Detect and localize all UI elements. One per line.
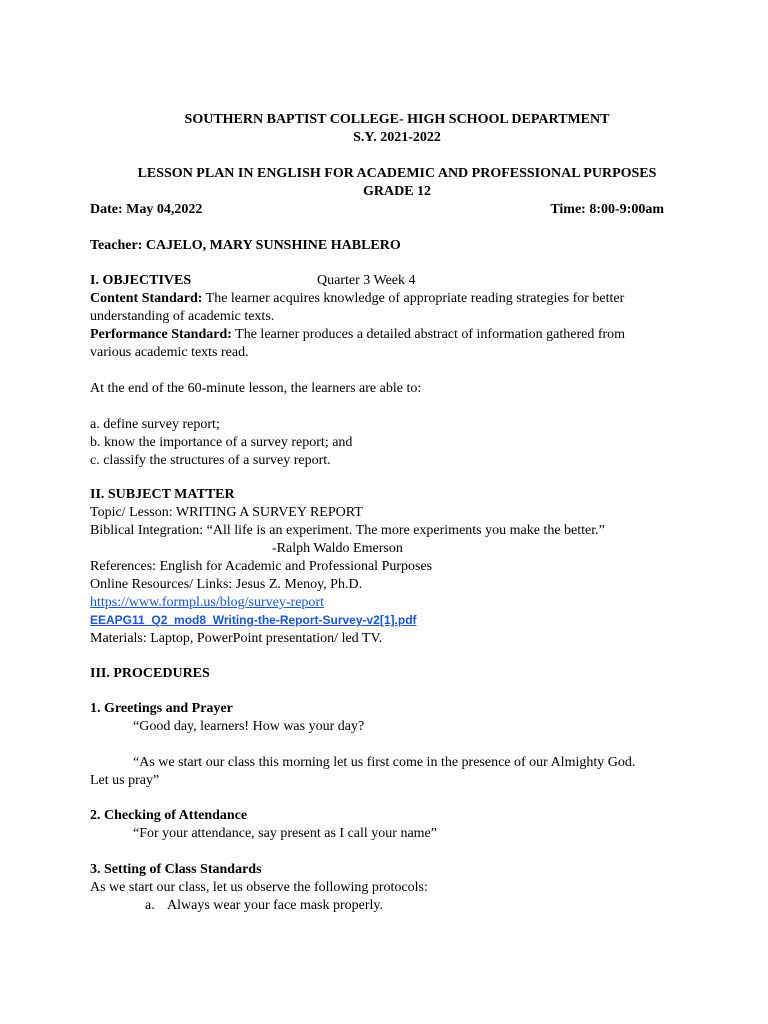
standards-intro: As we start our class, let us observe the following protocols: (90, 880, 428, 895)
objectives-intro: At the end of the 60-minute lesson, the learners are able to: (90, 381, 422, 396)
objective-item: a. define survey report; (90, 417, 220, 432)
objective-item: b. know the importance of a survey report; and (90, 435, 353, 450)
content-standard-line-2: understanding of academic texts. (90, 309, 275, 324)
attendance-text: “For your attendance, say present as I call your name” (133, 826, 437, 841)
materials: Materials: Laptop, PowerPoint presentation/ led TV. (90, 631, 383, 646)
attendance-heading: 2. Checking of Attendance (90, 808, 248, 823)
biblical-integration: Biblical Integration: “All life is an experiment. The more experiments you make the better.” (90, 523, 605, 538)
subject-matter-heading: II. SUBJECT MATTER (90, 487, 235, 502)
grade-level: GRADE 12 (362, 184, 432, 199)
performance-standard-label: Performance Standard: (90, 327, 232, 342)
references: References: English for Academic and Professional Purposes (90, 559, 433, 574)
lesson-time: Time: 8:00-9:00am (550, 202, 664, 217)
resource-link-pdf-text[interactable]: EEAPG11_Q2_mod8_Writing-the-Report-Survey-v2[1].pdf (90, 613, 417, 627)
content-standard-line-1 (90, 290, 668, 307)
prayer-text: “As we start our class this morning let us first come in the presence of our Almighty God. (133, 755, 636, 770)
performance-standard-line-2: various academic texts read. (90, 345, 249, 360)
school-name: SOUTHERN BAPTIST COLLEGE- HIGH SCHOOL DEPARTMENT (184, 112, 610, 127)
resource-link-formplus[interactable] (90, 594, 668, 611)
procedures-heading: III. PROCEDURES (90, 666, 210, 681)
standards-item-text: Always wear your face mask properly. (167, 898, 384, 913)
content-standard-text: The learner acquires knowledge of appropriate reading strategies for better (202, 291, 625, 306)
teacher-name: Teacher: CAJELO, MARY SUNSHINE HABLERO (90, 238, 401, 253)
objectives-heading-row (90, 272, 668, 289)
objective-item: c. classify the structures of a survey report. (90, 453, 331, 468)
school-year: S.Y. 2021-2022 (353, 130, 441, 145)
resource-link-pdf[interactable] (90, 612, 668, 629)
standards-heading: 3. Setting of Class Standards (90, 862, 262, 877)
prayer-text-cont: Let us pray” (90, 773, 160, 788)
quarter-week: Quarter 3 Week 4 (317, 273, 416, 288)
performance-standard-text: The learner produces a detailed abstract of information gathered from (231, 327, 626, 342)
lesson-title: LESSON PLAN IN ENGLISH FOR ACADEMIC AND PROFESSIONAL PURPOSES (137, 166, 657, 181)
standards-item (145, 897, 668, 914)
greetings-text: “Good day, learners! How was your day? (133, 719, 365, 734)
resource-link-formplus-text[interactable]: https://www.formpl.us/blog/survey-report (90, 595, 324, 610)
lesson-date: Date: May 04,2022 (90, 202, 203, 217)
date-time-row (90, 201, 664, 218)
list-marker: a. (145, 898, 155, 913)
online-resources: Online Resources/ Links: Jesus Z. Menoy, Ph.D. (90, 577, 363, 592)
topic-lesson: Topic/ Lesson: WRITING A SURVEY REPORT (90, 505, 363, 520)
content-standard-label: Content Standard: (90, 291, 203, 306)
greetings-heading: 1. Greetings and Prayer (90, 701, 233, 716)
quote-author: -Ralph Waldo Emerson (272, 541, 403, 556)
performance-standard-line-1 (90, 326, 668, 343)
objectives-heading: I. OBJECTIVES (90, 273, 192, 288)
